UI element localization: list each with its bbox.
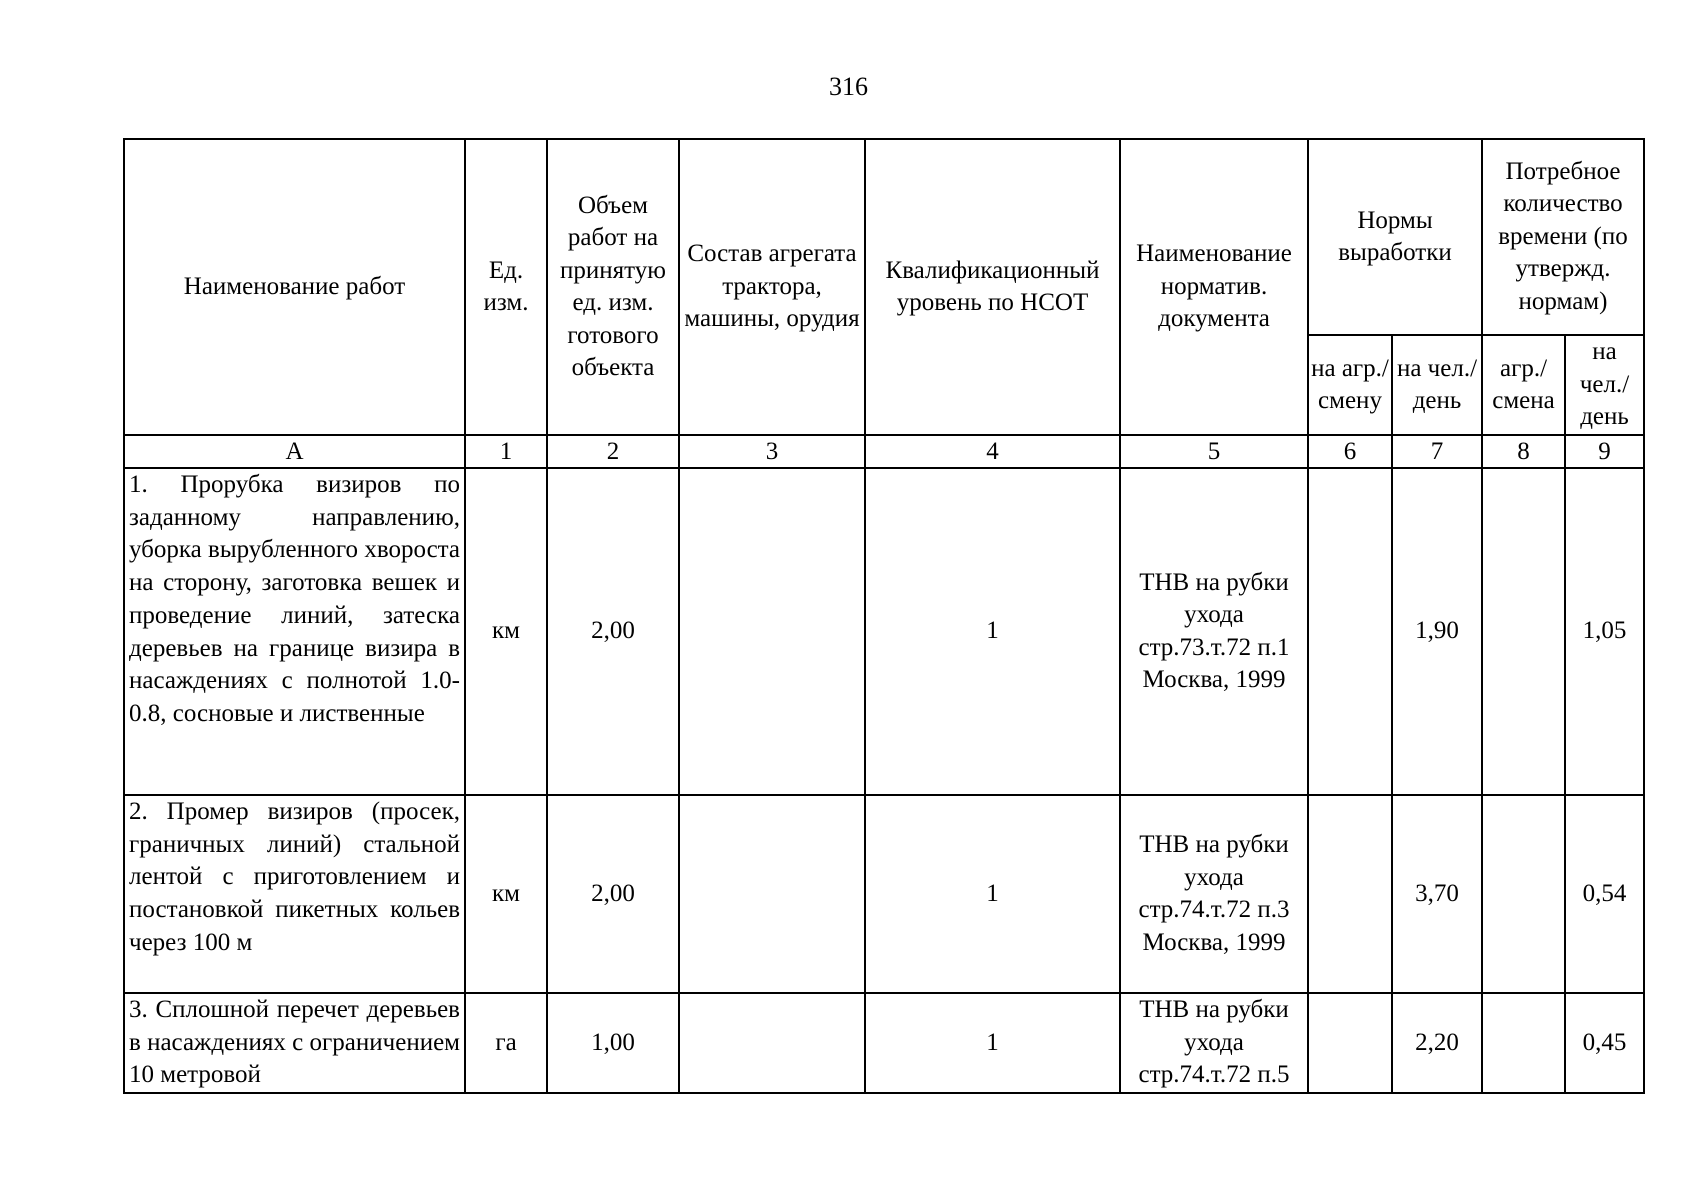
page-number: 316: [829, 72, 868, 101]
norm-doc-cell: ТНВ на рубки ухода стр.73.т.72 п.1 Москва, 1999: [1120, 468, 1308, 795]
unit-cell: км: [465, 468, 547, 795]
table-row: [124, 993, 1644, 1093]
header-qualification: Квалификационный уровень по НСОТ: [865, 139, 1120, 435]
column-number: 4: [865, 435, 1120, 468]
time-per-agr-cell: [1482, 468, 1565, 795]
time-per-man-cell: 0,45: [1565, 993, 1644, 1093]
norm-doc-cell: ТНВ на рубки ухода стр.74.т.72 п.5: [1120, 993, 1308, 1093]
qualification-cell: 1: [865, 468, 1120, 795]
output-per-agr-cell: [1308, 993, 1392, 1093]
header-output-norms: Нормы выработки: [1308, 139, 1482, 335]
time-per-man-cell: 1,05: [1565, 468, 1644, 795]
header-time-per-agr: агр./ смена: [1482, 335, 1565, 435]
column-number: 9: [1565, 435, 1644, 468]
unit-cell: га: [465, 993, 547, 1093]
volume-cell: 2,00: [547, 468, 679, 795]
aggregate-cell: [679, 795, 865, 993]
works-table: [123, 138, 1645, 1094]
aggregate-cell: [679, 468, 865, 795]
work-name-cell: 3. Сплошной перечет деревьев в насаждениях с ограничением 10 метровой: [124, 993, 465, 1093]
output-per-man-cell: 1,90: [1392, 468, 1482, 795]
column-number: 1: [465, 435, 547, 468]
header-aggregate: Состав агрегата трактора, машины, орудия: [679, 139, 865, 435]
aggregate-cell: [679, 993, 865, 1093]
header-time-needed: Потребное количество времени (по утвержд. нормам): [1482, 139, 1644, 335]
output-per-agr-cell: [1308, 468, 1392, 795]
header-output-per-agr: на агр./ смену: [1308, 335, 1392, 435]
header-unit: Ед. изм.: [465, 139, 547, 435]
time-per-agr-cell: [1482, 993, 1565, 1093]
header-time-per-man: на чел./ день: [1565, 335, 1644, 435]
column-number: 6: [1308, 435, 1392, 468]
header-norm-doc: Наименование норматив. документа: [1120, 139, 1308, 435]
table-row: [124, 468, 1644, 795]
header-volume: Объем работ на принятую ед. изм. готового объекта: [547, 139, 679, 435]
column-number: 7: [1392, 435, 1482, 468]
qualification-cell: 1: [865, 795, 1120, 993]
column-number: 3: [679, 435, 865, 468]
header-output-per-man: на чел./ день: [1392, 335, 1482, 435]
work-name-cell: 2. Промер визиров (просек, граничных линий) стальной лентой с приготовлением и постановкой пикетных кольев через 100 м: [124, 795, 465, 993]
qualification-cell: 1: [865, 993, 1120, 1093]
output-per-man-cell: 2,20: [1392, 993, 1482, 1093]
column-number: 5: [1120, 435, 1308, 468]
time-per-man-cell: 0,54: [1565, 795, 1644, 993]
column-numbers-row: [124, 435, 1644, 468]
volume-cell: 2,00: [547, 795, 679, 993]
header-work-name: Наименование работ: [124, 139, 465, 435]
norm-doc-cell: ТНВ на рубки ухода стр.74.т.72 п.3 Москва, 1999: [1120, 795, 1308, 993]
time-per-agr-cell: [1482, 795, 1565, 993]
work-name-cell: 1. Прорубка визиров по заданному направлению, уборка вырубленного хвороста на сторону, заготовка вешек и проведение линий, затеска деревьев на границе визира в насаждениях с полнотой 1.0-0.8, сосновые и лиственные: [124, 468, 465, 795]
unit-cell: км: [465, 795, 547, 993]
output-per-man-cell: 3,70: [1392, 795, 1482, 993]
column-number: 2: [547, 435, 679, 468]
volume-cell: 1,00: [547, 993, 679, 1093]
table-row: [124, 795, 1644, 993]
column-number: А: [124, 435, 465, 468]
output-per-agr-cell: [1308, 795, 1392, 993]
column-number: 8: [1482, 435, 1565, 468]
